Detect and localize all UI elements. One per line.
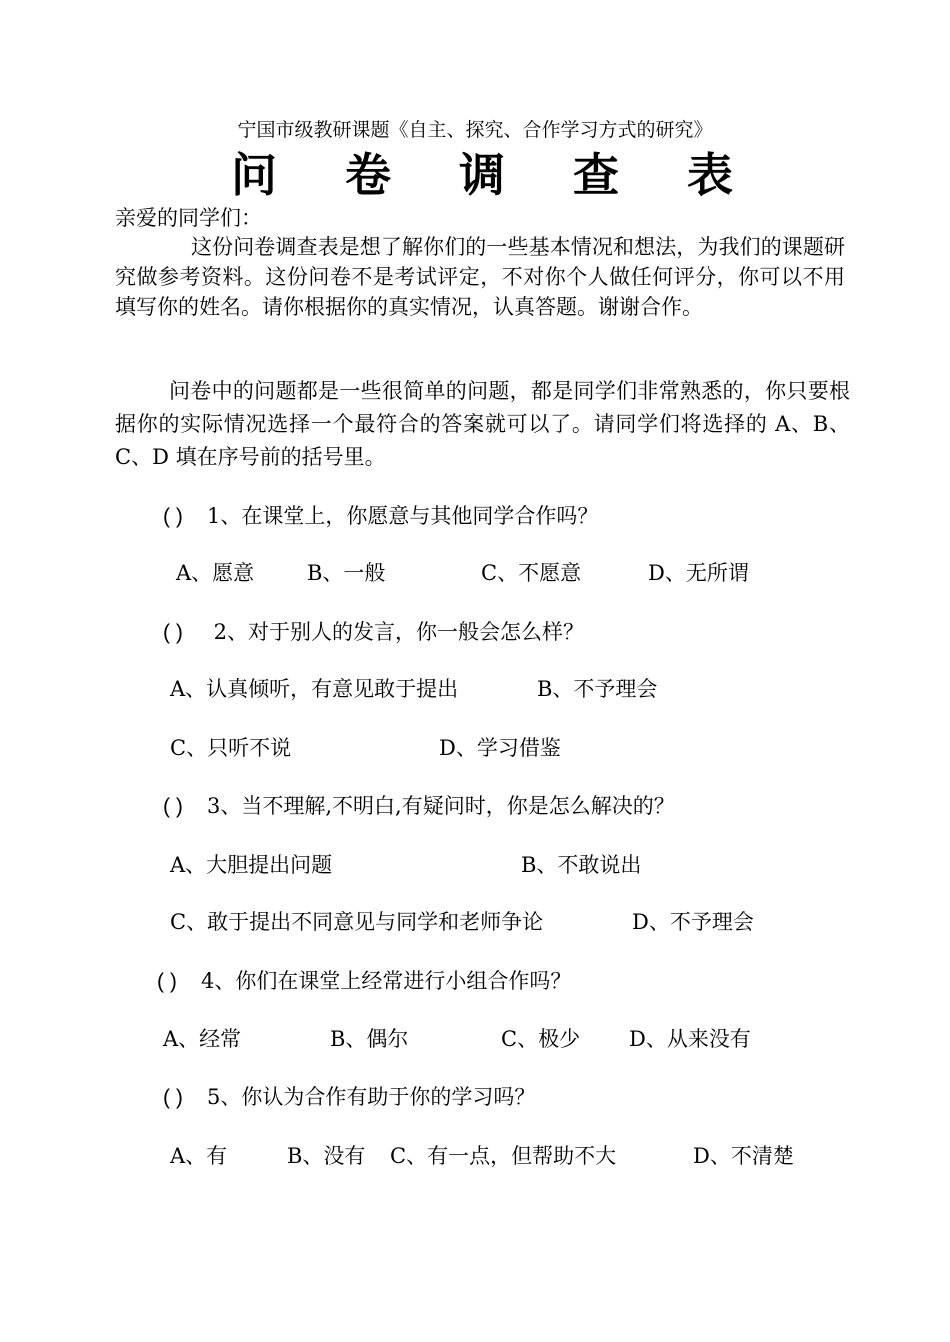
answer-bracket: ( ) — [163, 505, 183, 528]
answer-bracket: ( ) — [163, 795, 183, 818]
question-2 — [163, 617, 584, 648]
q5-option-c: C、有一点，但帮助不大 — [390, 1144, 617, 1168]
q4-option-a: A、经常 — [163, 1027, 242, 1051]
q2-option-c: C、只听不说 — [170, 736, 292, 760]
question-text: 5、你认为合作有助于你的学习吗？ — [207, 1085, 536, 1109]
q1-option-c: C、不愿意 — [481, 561, 582, 585]
q1-option-d: D、无所谓 — [648, 561, 749, 585]
q3-option-d: D、不予理会 — [632, 910, 754, 934]
answer-bracket: ( ) — [157, 970, 177, 993]
q5-option-a: A、有 — [170, 1144, 228, 1168]
q3-option-a: A、大胆提出问题 — [170, 853, 333, 877]
intro-paragraph-2: 问卷中的问题都是一些很简单的问题，都是同学们非常熟悉的，你只要根据你的实际情况选择一个最符合的答案就可以了。请同学们将选择的 A、B、C、D 填在序号前的括号里。 — [115, 379, 850, 469]
intro-paragraph-1: 这份问卷调查表是想了解你们的一些基本情况和想法，为我们的课题研究做参考资料。这份问卷不是考试评定，不对你个人做任何评分，你可以不用填写你的姓名。请你根据你的真实情况，认真答题。谢谢合作。 — [115, 235, 845, 319]
q5-option-b: B、没有 — [287, 1144, 366, 1168]
survey-title: 问 卷 调 查 表 — [230, 148, 760, 202]
question-text: 1、在课堂上，你愿意与其他同学合作吗？ — [207, 504, 599, 528]
question-text: 2、对于别人的发言，你一般会怎么样？ — [207, 620, 585, 644]
question-1 — [163, 501, 598, 532]
question-text: 3、当不理解,不明白,有疑问时，你是怎么解决的？ — [207, 794, 675, 818]
answer-bracket: ( ) — [163, 621, 183, 644]
answer-bracket: ( ) — [163, 1086, 183, 1109]
question-5 — [163, 1082, 535, 1113]
survey-subtitle: 宁国市级教研课题《自主、探究、合作学习方式的研究》 — [237, 119, 713, 141]
q3-option-b: B、不敢说出 — [521, 853, 642, 877]
q4-option-c: C、极少 — [501, 1027, 581, 1051]
q2-option-b: B、不予理会 — [537, 677, 658, 701]
q4-option-b: B、偶尔 — [330, 1027, 409, 1051]
q2-option-a: A、认真倾听，有意见敢于提出 — [170, 677, 459, 701]
q4-option-d: D、从来没有 — [629, 1027, 751, 1051]
question-3 — [163, 791, 675, 822]
q5-option-d: D、不清楚 — [693, 1144, 794, 1168]
q1-option-a: A、愿意 — [176, 561, 255, 585]
greeting: 亲爱的同学们： — [115, 206, 262, 230]
q3-option-c: C、敢于提出不同意见与同学和老师争论 — [170, 910, 544, 934]
question-text: 4、你们在课堂上经常进行小组合作吗？ — [201, 969, 572, 993]
q1-option-b: B、一般 — [307, 561, 386, 585]
question-4 — [157, 966, 571, 997]
q2-option-d: D、学习借鉴 — [439, 736, 561, 760]
